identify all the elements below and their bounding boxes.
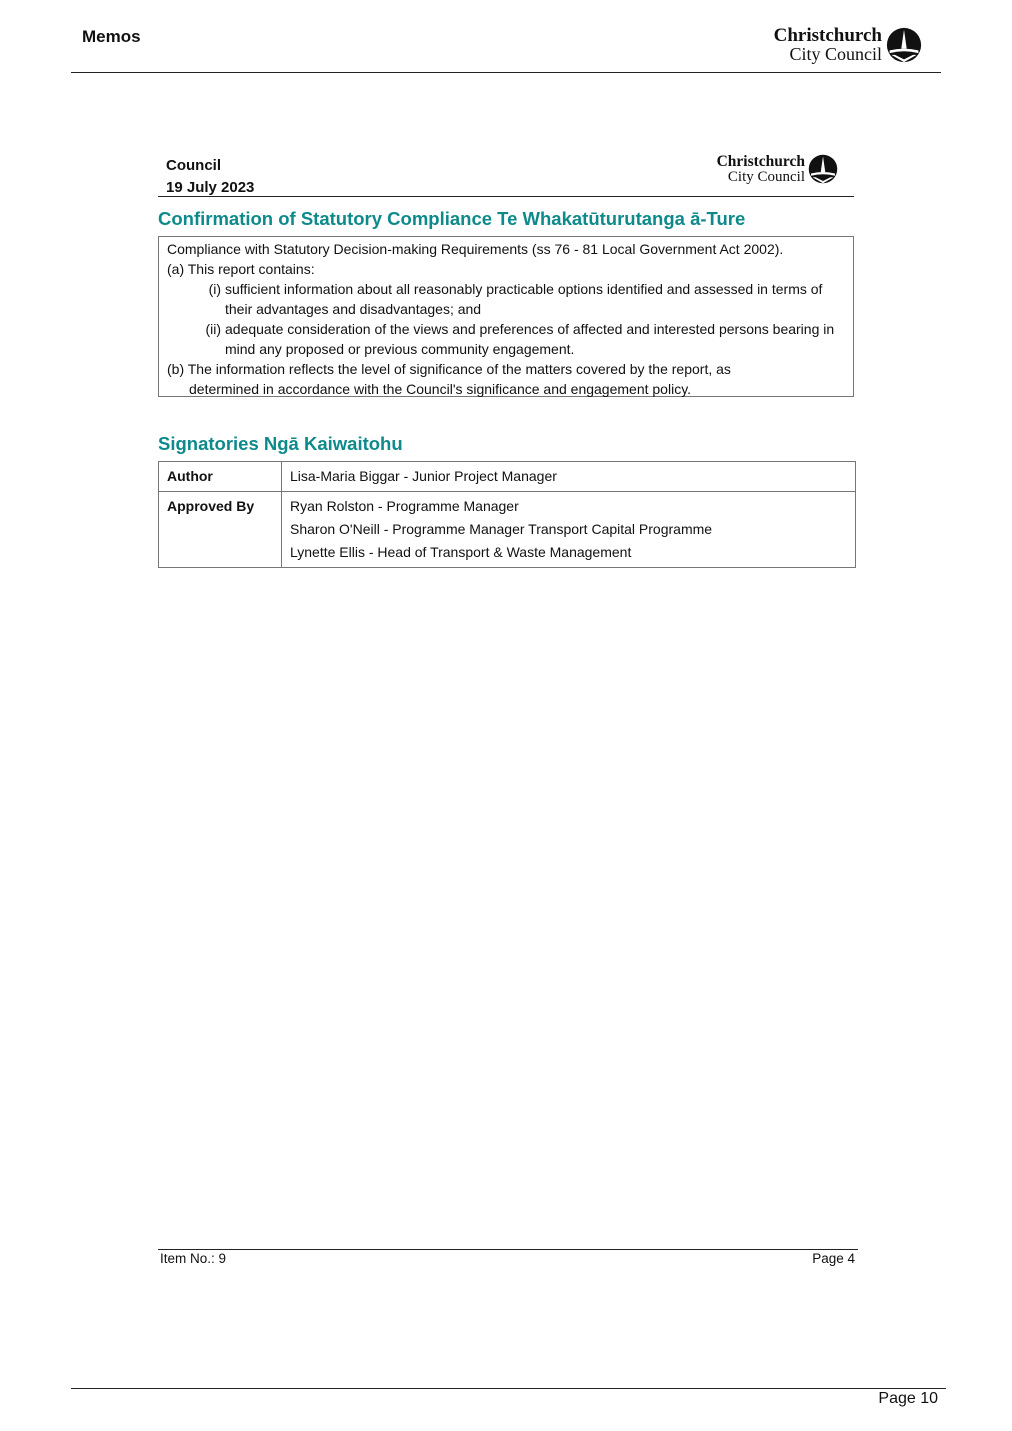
item-ii-text: adequate consideration of the views and preferences of affected and interested persons bearing in mind any proposed or previous community engagement. <box>225 321 835 357</box>
meeting-name: Council <box>166 157 221 174</box>
approvers-cell <box>282 492 856 568</box>
inner-footer-rule <box>158 1249 858 1250</box>
inner-header-rule <box>158 196 854 197</box>
compliance-b-line-1: (b) The information reflects the level of significance of the matters covered by the report, as <box>167 361 731 377</box>
approver: Sharon O'Neill - Programme Manager Transport Capital Programme <box>290 521 713 537</box>
table-row <box>159 462 856 492</box>
author-label: Author <box>159 462 282 492</box>
approved-by-label: Approved By <box>159 492 282 568</box>
approver: Lynette Ellis - Head of Transport & Waste Management <box>290 544 632 560</box>
item-i-number: (i) <box>208 281 221 297</box>
section-title: Memos <box>82 27 141 46</box>
approver: Ryan Rolston - Programme Manager <box>290 498 519 514</box>
signatories-heading: Signatories Ngā Kaiwaitohu <box>158 433 403 454</box>
inner-logo-line-1: Christchurch <box>716 153 805 170</box>
logo-line-2: City Council <box>789 44 882 64</box>
item-number: Item No.: 9 <box>160 1251 227 1266</box>
compliance-b-line-2: determined in accordance with the Council's significance and engagement policy. <box>189 381 692 397</box>
author-value: Lisa-Maria Biggar - Junior Project Manager <box>282 462 856 492</box>
logo-line-1: Christchurch <box>773 25 882 46</box>
compliance-heading: Confirmation of Statutory Compliance Te Whakatūturutanga ā-Ture <box>158 208 746 229</box>
item-ii-number: (ii) <box>205 321 221 337</box>
inner-cathedral-spire-icon <box>808 154 838 184</box>
signatories-table <box>158 461 856 568</box>
compliance-item-i <box>167 279 845 319</box>
item-i-text: sufficient information about all reasonably practicable options identified and assessed in terms of their advantages and disadvantages; and <box>225 281 823 317</box>
meeting-date: 19 July 2023 <box>166 179 255 196</box>
inner-council-logo <box>717 154 838 185</box>
compliance-a: (a) This report contains: <box>167 261 315 277</box>
compliance-item-ii <box>167 319 845 359</box>
cathedral-spire-icon <box>886 27 922 63</box>
inner-logo-line-2: City Council <box>727 168 805 185</box>
meeting-info <box>166 155 254 199</box>
table-row <box>159 492 856 568</box>
compliance-intro: Compliance with Statutory Decision-making Requirements (ss 76 - 81 Local Government Act 2002). <box>167 241 784 257</box>
header-rule <box>71 72 941 73</box>
inner-page-number: Page 4 <box>812 1251 855 1266</box>
council-logo <box>774 26 922 63</box>
page-number: Page 10 <box>878 1390 938 1407</box>
footer-rule <box>71 1388 946 1389</box>
compliance-box <box>158 236 854 397</box>
